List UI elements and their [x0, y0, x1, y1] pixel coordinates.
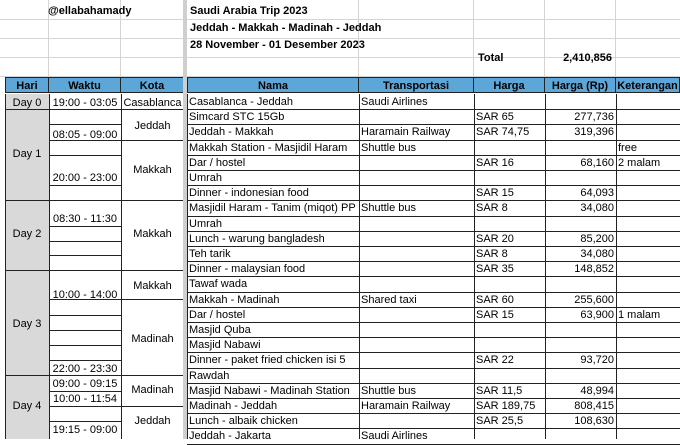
nama-cell[interactable]: Simcard STC 15Gb: [189, 111, 285, 123]
keterangan-cell[interactable]: free: [618, 142, 637, 154]
keterangan-cell[interactable]: [616, 368, 680, 384]
harga-rp-cell[interactable]: 255,600: [574, 294, 614, 306]
transport-cell[interactable]: [359, 352, 474, 368]
harga-rp-cell[interactable]: 85,200: [580, 233, 614, 245]
city-cell[interactable]: Jeddah: [134, 415, 171, 427]
keterangan-cell[interactable]: [616, 170, 680, 186]
harga-rp-cell[interactable]: 277,736: [574, 111, 614, 123]
transport-cell[interactable]: [359, 276, 474, 292]
harga-cell[interactable]: SAR 15: [476, 187, 514, 199]
cell-border: [49, 124, 121, 125]
keterangan-cell[interactable]: [616, 124, 680, 140]
keterangan-cell[interactable]: [616, 216, 680, 232]
header-kota[interactable]: Kota: [121, 77, 184, 93]
harga-rp-cell[interactable]: 319,396: [574, 126, 614, 138]
nama-cell[interactable]: Masjid Nabawi - Madinah Station: [189, 385, 350, 397]
header-harga-rp[interactable]: Harga (Rp): [545, 77, 616, 93]
harga-rp-cell[interactable]: 48,994: [580, 385, 614, 397]
harga-cell[interactable]: SAR 60: [476, 294, 514, 306]
transport-cell[interactable]: Haramain Railway: [361, 126, 451, 138]
total-value[interactable]: 2,410,856: [563, 52, 612, 64]
harga-cell[interactable]: SAR 8: [476, 248, 508, 260]
harga-cell[interactable]: SAR 74,75: [476, 126, 530, 138]
trip-route[interactable]: Jeddah - Makkah - Madinah - Jeddah: [190, 22, 382, 34]
keterangan-cell[interactable]: [616, 337, 680, 353]
harga-rp-cell[interactable]: [545, 94, 616, 110]
cell-border: [49, 140, 121, 141]
harga-cell[interactable]: [474, 170, 545, 186]
city-cell[interactable]: Makkah: [133, 164, 172, 176]
harga-rp-cell[interactable]: [545, 368, 616, 384]
trip-dates[interactable]: 28 November - 01 Desember 2023: [190, 39, 365, 51]
cell-border: [49, 421, 121, 422]
harga-rp-cell[interactable]: 808,415: [574, 400, 614, 412]
cell-border: [49, 299, 121, 300]
column-border: [359, 94, 360, 439]
transport-cell[interactable]: [359, 216, 474, 232]
harga-cell[interactable]: [474, 337, 545, 353]
transport-cell[interactable]: [359, 368, 474, 384]
time-cell[interactable]: 19:15 - 09:00: [52, 424, 118, 436]
cell-border: [121, 94, 122, 439]
cell-border: [49, 391, 121, 392]
nama-cell[interactable]: Lunch - warung bangladesh: [189, 233, 325, 245]
harga-rp-cell[interactable]: [545, 337, 616, 353]
nama-cell[interactable]: Masjid Quba: [189, 324, 251, 336]
cell-border: [5, 270, 183, 271]
time-cell[interactable]: 08:30 - 11:30: [52, 213, 117, 225]
time-cell[interactable]: 09:00 - 09:15: [52, 378, 118, 390]
harga-cell[interactable]: SAR 16: [476, 157, 514, 169]
transport-cell[interactable]: [359, 185, 474, 201]
cell-border: [49, 315, 121, 316]
keterangan-cell[interactable]: [616, 292, 680, 308]
transport-cell[interactable]: [359, 109, 474, 125]
gridline: [615, 0, 616, 76]
keterangan-cell[interactable]: [616, 428, 680, 444]
harga-cell[interactable]: [474, 368, 545, 384]
keterangan-cell[interactable]: 2 malam: [618, 157, 661, 169]
harga-rp-cell[interactable]: 108,630: [574, 415, 614, 427]
city-cell[interactable]: Casablanca: [123, 97, 182, 109]
keterangan-cell[interactable]: [616, 200, 680, 216]
keterangan-cell[interactable]: [616, 383, 680, 399]
cell-border: [49, 255, 121, 256]
harga-cell[interactable]: SAR 15: [476, 309, 514, 321]
keterangan-cell[interactable]: [616, 109, 680, 125]
time-cell[interactable]: 22:00 - 23:30: [52, 363, 118, 375]
column-border: [616, 94, 617, 439]
harga-cell[interactable]: SAR 11,5: [476, 385, 523, 397]
nama-cell[interactable]: Dinner - paket fried chicken isi 5: [189, 354, 346, 366]
time-cell[interactable]: 20:00 - 23:00: [52, 172, 118, 184]
keterangan-cell[interactable]: [616, 185, 680, 201]
total-label[interactable]: Total: [478, 52, 504, 64]
city-cell[interactable]: Madinah: [131, 333, 174, 345]
time-cell[interactable]: 08:05 - 09:00: [52, 129, 118, 141]
cell-border: [49, 155, 121, 156]
harga-rp-cell[interactable]: 64,093: [580, 187, 614, 199]
nama-cell[interactable]: Makkah - Madinah: [189, 294, 280, 306]
city-cell[interactable]: Makkah: [133, 228, 172, 240]
column-border: [545, 94, 546, 439]
harga-cell[interactable]: SAR 20: [476, 233, 514, 245]
transport-cell[interactable]: Saudi Airlines: [361, 430, 428, 442]
nama-cell[interactable]: Masjid Nabawi: [189, 339, 261, 351]
cell-border: [5, 200, 183, 201]
cell-border: [49, 94, 50, 439]
transport-cell[interactable]: [359, 337, 474, 353]
transport-cell[interactable]: [359, 170, 474, 186]
header-waktu[interactable]: Waktu: [49, 77, 121, 93]
harga-cell[interactable]: SAR 25,5: [476, 415, 524, 427]
harga-cell[interactable]: [474, 216, 545, 232]
cell-border: [49, 185, 121, 186]
keterangan-cell[interactable]: [616, 398, 680, 414]
transport-cell[interactable]: Shared taxi: [361, 294, 417, 306]
transport-cell[interactable]: Shuttle bus: [361, 142, 417, 154]
transport-cell[interactable]: [359, 307, 474, 323]
freeze-pane-divider[interactable]: [183, 0, 187, 439]
harga-rp-cell[interactable]: 63,900: [580, 309, 614, 321]
cell-border: [5, 94, 6, 439]
harga-rp-cell[interactable]: [545, 428, 616, 444]
harga-cell[interactable]: SAR 35: [476, 263, 514, 275]
harga-cell[interactable]: [474, 322, 545, 338]
harga-rp-cell[interactable]: 148,852: [574, 263, 614, 275]
day-label[interactable]: Day 0: [12, 97, 42, 109]
harga-cell[interactable]: [474, 428, 545, 444]
cell-border: [49, 360, 121, 361]
nama-cell[interactable]: Jeddah - Jakarta: [189, 430, 271, 442]
transport-cell[interactable]: [359, 322, 474, 338]
harga-rp-cell[interactable]: [545, 322, 616, 338]
harga-cell[interactable]: [474, 276, 545, 292]
header-hari[interactable]: Hari: [5, 77, 49, 93]
keterangan-cell[interactable]: [616, 322, 680, 338]
harga-rp-cell[interactable]: 34,080: [580, 202, 614, 214]
harga-rp-cell[interactable]: [545, 140, 616, 156]
time-cell[interactable]: 19:00 - 03:05: [52, 97, 118, 109]
gridline: [473, 0, 474, 76]
city-cell[interactable]: Jeddah: [134, 120, 171, 132]
transport-cell[interactable]: Haramain Railway: [361, 400, 451, 412]
nama-cell[interactable]: Dinner - indonesian food: [189, 187, 309, 199]
harga-cell[interactable]: SAR 65: [476, 111, 514, 123]
gridline: [544, 0, 545, 76]
time-cell[interactable]: 10:00 - 11:54: [52, 393, 117, 405]
harga-rp-cell[interactable]: [545, 170, 616, 186]
nama-cell[interactable]: Makkah Station - Masjidil Haram: [189, 142, 348, 154]
transport-cell[interactable]: Shuttle bus: [361, 202, 417, 214]
harga-cell[interactable]: SAR 22: [476, 354, 514, 366]
city-cell[interactable]: Makkah: [133, 280, 172, 292]
harga-rp-cell[interactable]: 34,080: [580, 248, 614, 260]
harga-rp-cell[interactable]: 93,720: [580, 354, 614, 366]
day-label[interactable]: Day 1: [12, 148, 42, 160]
harga-rp-cell[interactable]: [545, 276, 616, 292]
day-label[interactable]: Day 4: [12, 400, 42, 412]
trip-title[interactable]: Saudi Arabia Trip 2023: [190, 5, 308, 17]
cell-border: [5, 375, 183, 376]
nama-cell[interactable]: Masjidil Haram - Tanim (miqot) PP: [189, 202, 356, 214]
day-label[interactable]: Day 2: [12, 228, 42, 240]
author-handle[interactable]: @ellabahamady: [48, 5, 132, 17]
cell-border: [121, 140, 183, 141]
column-border: [187, 94, 188, 439]
column-border: [474, 94, 475, 439]
transport-cell[interactable]: Saudi Airlines: [361, 96, 428, 108]
harga-cell[interactable]: SAR 8: [476, 202, 508, 214]
nama-cell[interactable]: Dar / hostel: [189, 157, 246, 169]
keterangan-cell[interactable]: 1 malam: [618, 309, 661, 321]
cell-border: [49, 406, 121, 407]
harga-cell[interactable]: [474, 140, 545, 156]
header-keterangan[interactable]: Keterangan: [616, 77, 680, 93]
header-transportasi[interactable]: Transportasi: [359, 77, 474, 93]
harga-cell[interactable]: SAR 189,75: [476, 400, 536, 412]
header-harga[interactable]: Harga: [474, 77, 545, 93]
cell-border: [49, 226, 121, 227]
transport-cell[interactable]: Shuttle bus: [361, 385, 417, 397]
keterangan-cell[interactable]: [616, 276, 680, 292]
transport-cell[interactable]: [359, 231, 474, 247]
keterangan-cell[interactable]: [616, 246, 680, 262]
cell-border: [5, 109, 183, 110]
nama-cell[interactable]: Dar / hostel: [189, 309, 246, 321]
keterangan-cell[interactable]: [616, 352, 680, 368]
city-cell[interactable]: Madinah: [131, 384, 174, 396]
time-cell[interactable]: 10:00 - 14:00: [52, 289, 118, 301]
nama-cell[interactable]: Rawdah: [189, 370, 230, 382]
cell-border: [49, 330, 121, 331]
harga-cell[interactable]: [474, 94, 545, 110]
keterangan-cell[interactable]: [616, 413, 680, 429]
nama-cell[interactable]: Madinah - Jeddah: [189, 400, 278, 412]
harga-rp-cell[interactable]: [545, 216, 616, 232]
transport-cell[interactable]: [359, 155, 474, 171]
nama-cell[interactable]: Jeddah - Makkah: [189, 126, 274, 138]
cell-border: [121, 406, 183, 407]
nama-cell[interactable]: Tawaf wada: [189, 278, 248, 290]
transport-cell[interactable]: [359, 413, 474, 429]
harga-rp-cell[interactable]: 68,160: [580, 157, 614, 169]
cell-border: [121, 299, 183, 300]
keterangan-cell[interactable]: [616, 94, 680, 110]
nama-cell[interactable]: Umrah: [189, 172, 223, 184]
cell-border: [49, 241, 121, 242]
cell-border: [49, 345, 121, 346]
nama-cell[interactable]: Dinner - malaysian food: [189, 263, 306, 275]
nama-cell[interactable]: Umrah: [189, 218, 223, 230]
nama-cell[interactable]: Teh tarik: [189, 248, 231, 260]
keterangan-cell[interactable]: [616, 261, 680, 277]
keterangan-cell[interactable]: [616, 231, 680, 247]
transport-cell[interactable]: [359, 261, 474, 277]
nama-cell[interactable]: Lunch - albaik chicken: [189, 415, 298, 427]
transport-cell[interactable]: [359, 246, 474, 262]
header-nama[interactable]: Nama: [187, 77, 359, 93]
day-label[interactable]: Day 3: [12, 318, 42, 330]
nama-cell[interactable]: Casablanca - Jeddah: [189, 96, 293, 108]
